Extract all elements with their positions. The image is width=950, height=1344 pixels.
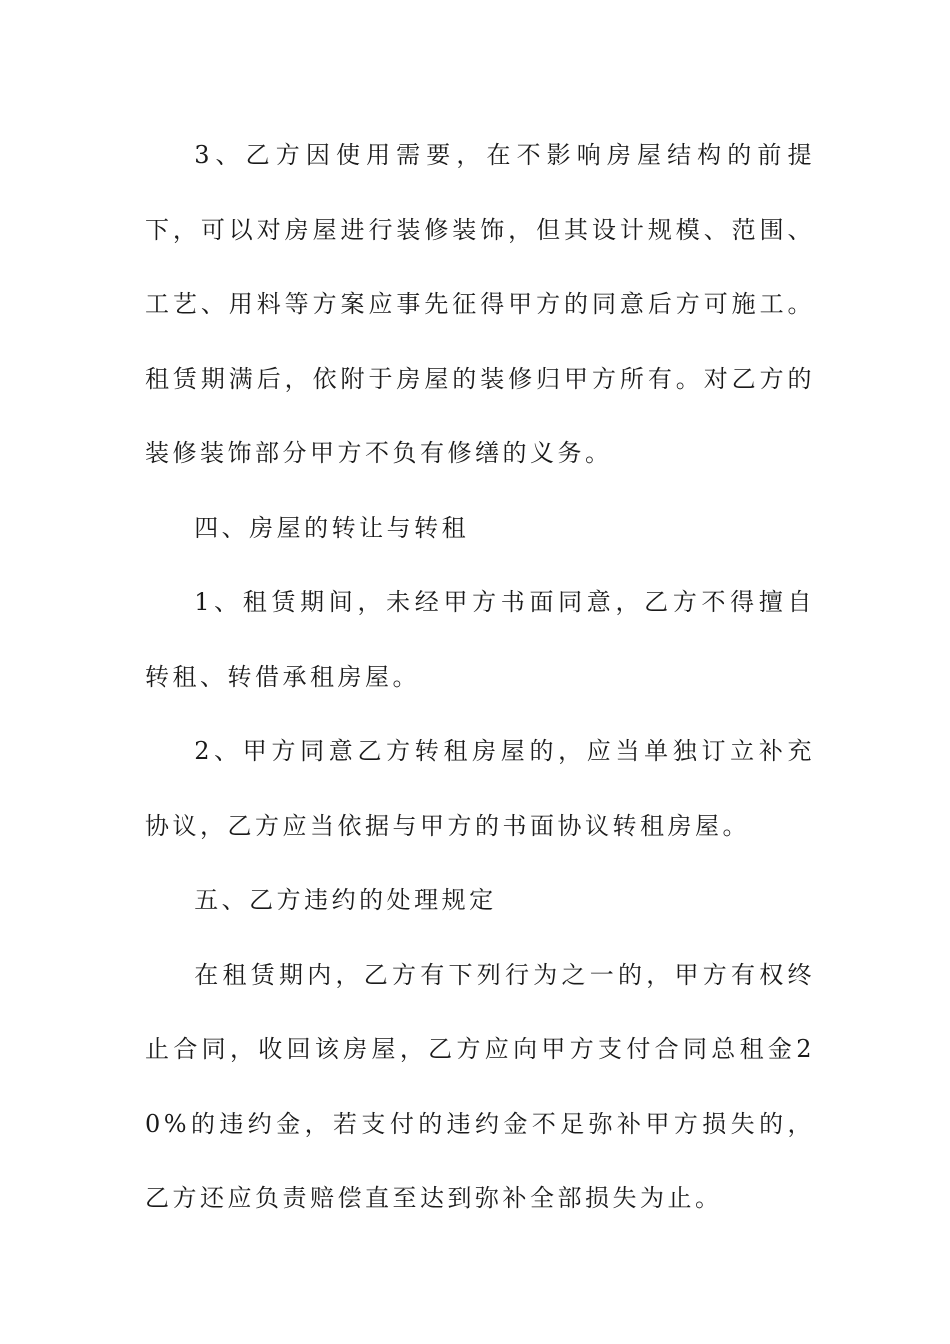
section-5-heading: 五、乙方违约的处理规定: [194, 886, 497, 914]
clause-3-decoration-paragraph: 3、乙方因使用需要，在不影响房屋结构的前提下，可以对房屋进行装修装饰，但其设计规模、范围、工艺、用料等方案应事先征得甲方的同意后方可施工。租赁期满后，依附于房屋的装修归甲方所有。对乙方的装修装饰部分甲方不负有修缮的义务。: [145, 141, 815, 467]
clause-1-sublet-paragraph: 1、租赁期间，未经甲方书面同意，乙方不得擅自转租、转借承租房屋。: [145, 588, 815, 691]
clause-2-sublet-agreement-paragraph: 2、甲方同意乙方转租房屋的，应当单独订立补充协议，乙方应当依据与甲方的书面协议转租房屋。: [145, 737, 815, 840]
breach-terms-paragraph: 在租赁期内，乙方有下列行为之一的，甲方有权终止合同，收回该房屋，乙方应向甲方支付合同总租金20%的违约金，若支付的违约金不足弥补甲方损失的，乙方还应负责赔偿直至达到弥补全部损失为止。: [145, 960, 815, 1212]
document-body: [145, 118, 815, 1236]
section-4-heading: 四、房屋的转让与转租: [194, 513, 470, 542]
